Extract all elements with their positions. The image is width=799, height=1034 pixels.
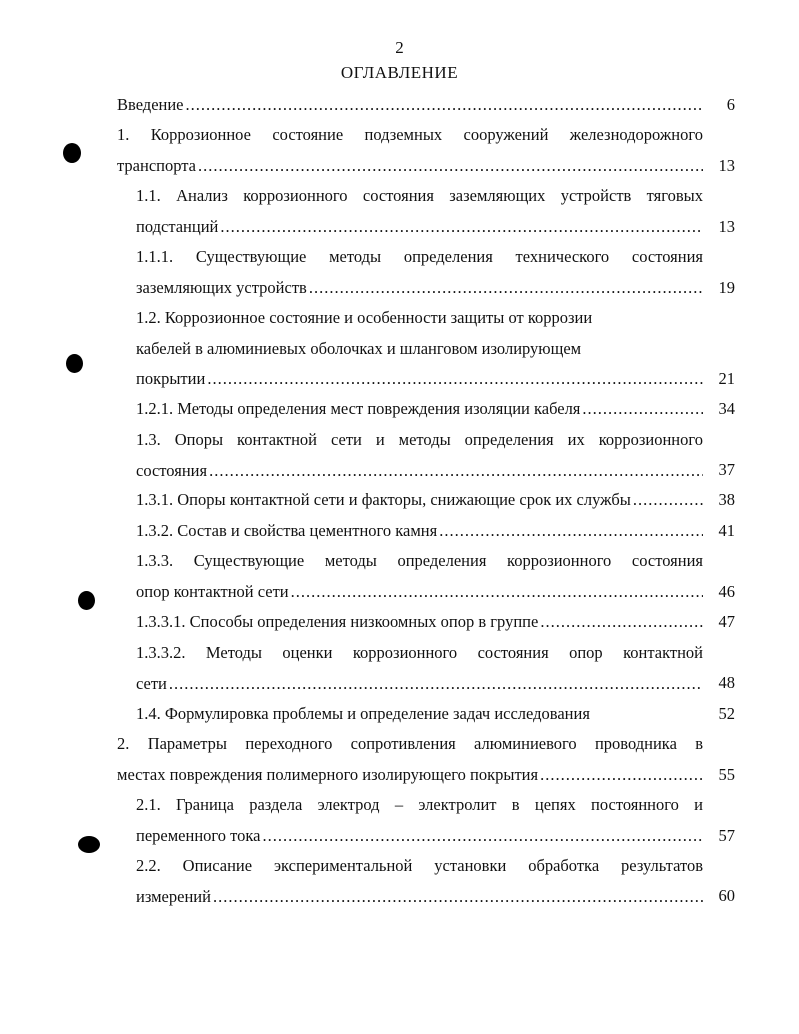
toc-page: 46: [718, 582, 735, 601]
toc-entry-text: измерений: [136, 886, 211, 906]
toc-entry-text: 1.1. Анализ коррозионного состояния заземляющих устройств тяговых: [136, 186, 703, 205]
toc-entry-text: 1.2. Коррозионное состояние и особенности защиты от коррозии: [136, 308, 593, 327]
toc-entry-text: 1.3.3.1. Способы определения низкоомных опор в группе: [136, 612, 539, 631]
toc-entry-text: 1.3. Опоры контактной сети и методы определения их коррозионного: [136, 430, 703, 449]
toc-page: 21: [718, 369, 735, 388]
toc-entry[interactable]: [136, 485, 703, 516]
toc-page: 13: [718, 217, 735, 236]
leader-dots: [291, 577, 703, 608]
toc-entry-text: сети: [136, 673, 167, 693]
toc-entry[interactable]: [117, 729, 703, 790]
toc-page: 34: [718, 399, 735, 418]
leader-dots: [207, 364, 703, 395]
leader-dots: [198, 151, 703, 182]
leader-dots: [540, 760, 703, 791]
toc-entry-text: 2. Параметры переходного сопротивления алюминиевого проводника в: [117, 734, 703, 753]
toc-entry-text: 1.3.1. Опоры контактной сети и факторы, снижающие срок их службы: [136, 490, 631, 509]
toc-entry-text: 2.2. Описание экспериментальной установки обработка результатов: [136, 856, 703, 875]
punch-hole-mark: [63, 143, 81, 163]
toc-page: 55: [718, 765, 735, 784]
toc-page: 47: [718, 612, 735, 631]
punch-hole-mark: [78, 591, 95, 610]
toc-page: 41: [718, 521, 735, 540]
toc-entry-text: местах повреждения полимерного изолирующего покрытия: [117, 764, 539, 784]
toc-entry[interactable]: [136, 607, 703, 638]
leader-dots: [220, 212, 703, 243]
leader-dots: [186, 90, 703, 121]
toc-entry[interactable]: [117, 90, 703, 121]
toc-entry[interactable]: [136, 546, 703, 607]
toc-page: 6: [726, 95, 735, 114]
punch-hole-mark: [78, 836, 100, 853]
leader-dots: [582, 394, 703, 425]
toc-entry-text: 1.3.2. Состав и свойства цементного камня: [136, 521, 438, 540]
toc-entry-text: покрытии: [136, 369, 206, 388]
page-title: ОГЛАВЛЕНИЕ: [340, 63, 459, 82]
toc-entry[interactable]: [136, 181, 703, 242]
toc-entry-text: 1.2.1. Методы определения мест повреждения изоляции кабеля: [136, 399, 581, 418]
toc-entry-text: 2.1. Граница раздела электрод – электролит в цепях постоянного и: [136, 795, 703, 814]
toc-entry-text: 1. Коррозионное состояние подземных сооружений железнодорожного: [117, 125, 703, 144]
toc-page: 48: [718, 673, 735, 692]
toc-page: 52: [718, 704, 735, 723]
toc-page: 60: [718, 886, 735, 905]
toc-entry[interactable]: [136, 303, 703, 395]
toc-page: 37: [718, 460, 735, 479]
punch-hole-mark: [66, 354, 83, 373]
page-number: 2: [395, 38, 404, 57]
toc-entry-text: 1.1.1. Существующие методы определения технического состояния: [136, 247, 703, 266]
toc-entry[interactable]: [117, 120, 703, 181]
leader-dots: [213, 882, 703, 913]
leader-dots: [633, 485, 703, 516]
leader-dots: [309, 273, 703, 304]
toc-entry[interactable]: [136, 242, 703, 303]
toc-entry-text: заземляющих устройств: [136, 277, 307, 297]
toc-entry-text: 1.3.3. Существующие методы определения коррозионного состояния: [136, 551, 703, 570]
toc-entry[interactable]: [136, 638, 703, 699]
leader-dots: [540, 607, 703, 638]
toc-entry-text: кабелей в алюминиевых оболочках и шланговом изолирующем: [136, 338, 582, 358]
toc-entry[interactable]: [136, 516, 703, 547]
toc-page: 57: [718, 826, 735, 845]
toc-entry-text: 1.4. Формулировка проблемы и определение задач исследования: [136, 704, 590, 723]
toc-entry-text: 1.3.3.2. Методы оценки коррозионного состояния опор контактной: [136, 643, 703, 662]
toc-entry[interactable]: [136, 790, 703, 851]
toc-entry[interactable]: [136, 851, 703, 912]
toc-entry-text: переменного тока: [136, 825, 261, 845]
toc-entry-text: подстанций: [136, 216, 219, 236]
leader-dots: [169, 669, 703, 700]
toc-entry-text: Введение: [117, 95, 184, 114]
toc-entry-text: состояния: [136, 460, 208, 480]
leader-dots: [262, 821, 703, 852]
toc-page: 19: [718, 278, 735, 297]
toc-page: 38: [718, 490, 735, 509]
toc-page: 13: [718, 156, 735, 175]
toc-entry[interactable]: [136, 699, 703, 730]
toc-entry-text: транспорта: [117, 155, 196, 175]
toc-entry[interactable]: [136, 394, 703, 425]
leader-dots: [209, 456, 703, 487]
toc-entry-text: опор контактной сети: [136, 581, 289, 601]
toc-entry[interactable]: [136, 425, 703, 486]
leader-dots: [439, 516, 703, 547]
